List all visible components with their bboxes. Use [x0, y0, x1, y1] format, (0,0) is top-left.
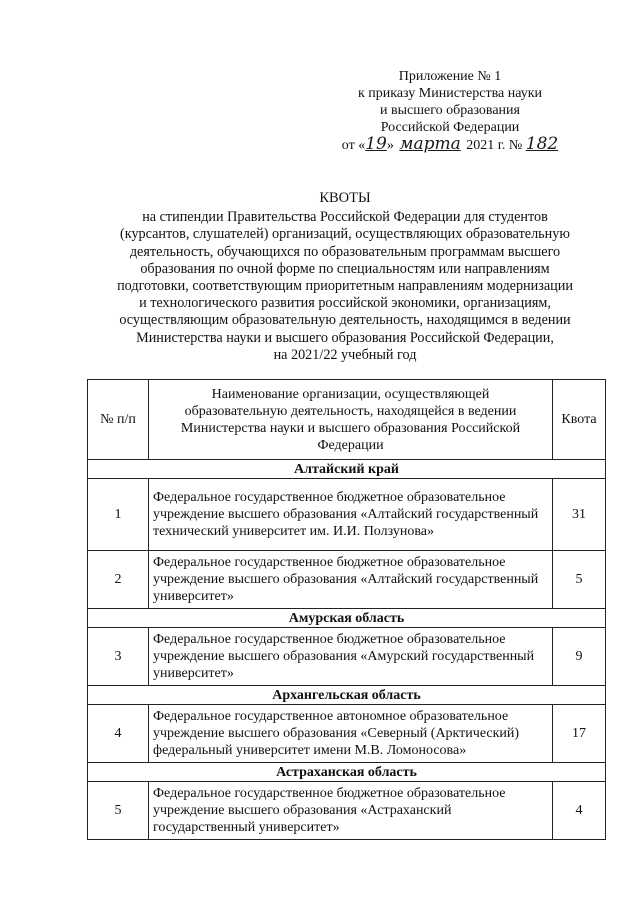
- region-name: Архангельская область: [88, 686, 606, 705]
- document-title: [95, 190, 595, 364]
- region-row: [88, 460, 606, 479]
- title-heading: КВОТЫ: [319, 190, 371, 206]
- appendix-title: Приложение № 1: [398, 69, 502, 84]
- title-line: на 2021/22 учебный год: [273, 346, 417, 363]
- order-dateline: [300, 136, 600, 154]
- header-num: № п/п: [88, 380, 149, 460]
- appendix-order-ref: к приказу Министерства науки: [357, 86, 543, 101]
- row-quota: 4: [553, 782, 606, 840]
- header-quota: Квота: [553, 380, 606, 460]
- title-line: (курсантов, слушателей) организаций, осуществляющих образовательную: [120, 226, 570, 243]
- row-num: 3: [88, 628, 149, 686]
- region-name: Астраханская область: [88, 763, 606, 782]
- date-mid: »: [386, 138, 394, 153]
- row-quota: 17: [553, 705, 606, 763]
- row-num: 4: [88, 705, 149, 763]
- table-header-row: [88, 380, 606, 460]
- appendix-ministry: и высшего образования: [380, 103, 520, 118]
- header-name: Наименование организации, осуществляющей образовательную деятельность, находящейся в ведении Министерства науки и высшего образования Российской Федерации: [149, 380, 553, 460]
- row-quota: 9: [553, 628, 606, 686]
- title-line: Министерства науки и высшего образования Российской Федерации,: [136, 329, 554, 346]
- row-org: Федеральное государственное бюджетное образовательное учреждение высшего образования «Алтайский государственный технический университет им. И.И. Ползунова»: [149, 479, 553, 551]
- table-row: [88, 705, 606, 763]
- date-day: 19: [365, 134, 387, 154]
- row-quota: 31: [553, 479, 606, 551]
- table-row: [88, 628, 606, 686]
- date-year: 2021 г. №: [466, 138, 523, 153]
- title-line: на стипендии Правительства Российской Федерации для студентов: [142, 209, 548, 226]
- region-row: [88, 686, 606, 705]
- row-org: Федеральное государственное бюджетное образовательное учреждение высшего образования «Астраханский государственный университет»: [149, 782, 553, 840]
- appendix-country: Российской Федерации: [380, 120, 520, 135]
- row-quota: 5: [553, 551, 606, 609]
- title-line: и технологического развития российской экономики, организациям,: [139, 295, 551, 312]
- date-month: марта: [399, 134, 461, 154]
- region-name: Алтайский край: [88, 460, 606, 479]
- row-org: Федеральное государственное автономное образовательное учреждение высшего образования «Северный (Арктический) федеральный университет имени М.В. Ломоносова»: [149, 705, 553, 763]
- title-line: осуществляющим образовательную деятельность, находящимся в ведении: [119, 312, 571, 329]
- table-row: [88, 479, 606, 551]
- title-line: деятельность, обучающихся по образовательным программам высшего: [129, 243, 561, 260]
- quota-table: [87, 379, 606, 840]
- row-org: Федеральное государственное бюджетное образовательное учреждение высшего образования «Амурский государственный университет»: [149, 628, 553, 686]
- region-row: [88, 763, 606, 782]
- row-num: 5: [88, 782, 149, 840]
- order-number: 182: [525, 134, 559, 154]
- row-org: Федеральное государственное бюджетное образовательное учреждение высшего образования «Алтайский государственный университет»: [149, 551, 553, 609]
- title-line: образования по очной форме по специальностям или направлениям: [140, 260, 550, 277]
- region-name: Амурская область: [88, 609, 606, 628]
- table-row: [88, 551, 606, 609]
- title-line: подготовки, соответствующим приоритетным направлениям модернизации: [117, 278, 573, 295]
- region-row: [88, 609, 606, 628]
- appendix-block: [300, 68, 600, 154]
- row-num: 2: [88, 551, 149, 609]
- date-prefix: от «: [341, 138, 366, 153]
- table-row: [88, 782, 606, 840]
- row-num: 1: [88, 479, 149, 551]
